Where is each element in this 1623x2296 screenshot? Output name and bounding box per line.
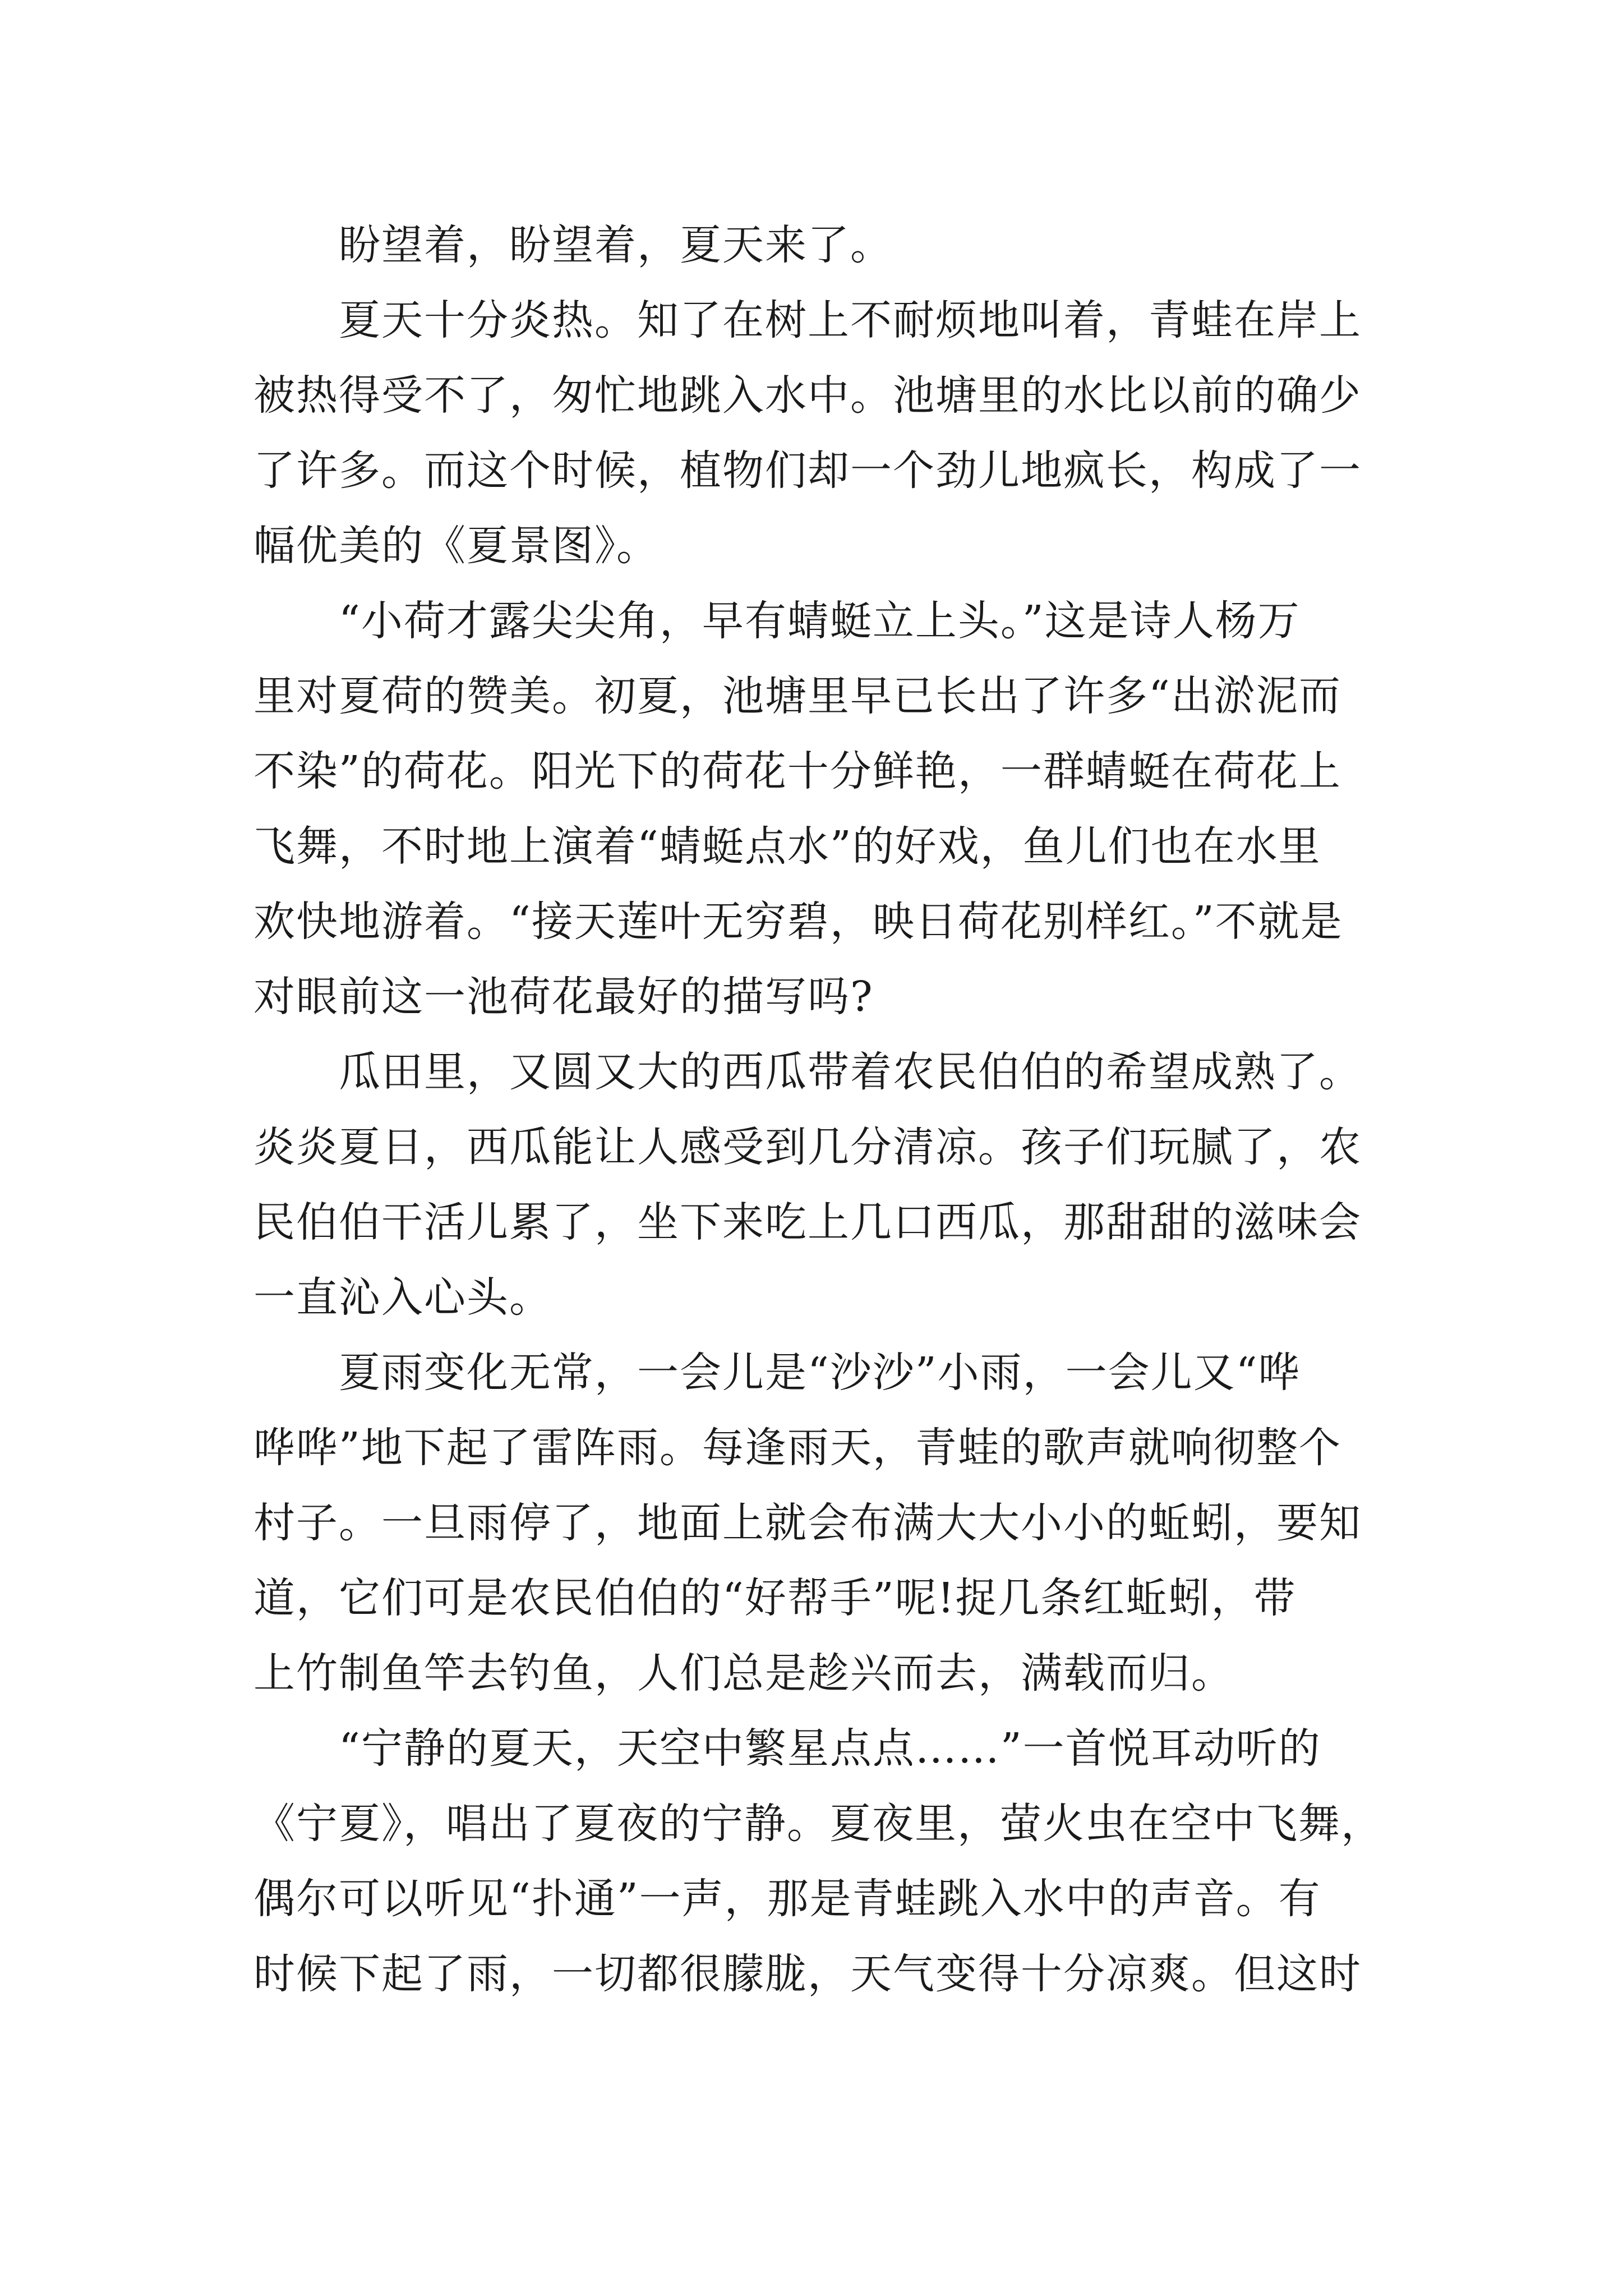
text-line: 《宁夏》，唱出了夏夜的宁静。夏夜里，萤火虫在空中飞舞， — [253, 1800, 1384, 1848]
text-line: 了许多。而这个时候，植物们却一个劲儿地疯长，构成了一 — [253, 447, 1362, 495]
text-line: 欢快地游着。“接天莲叶无穷碧，映日荷花别样红。”不就是 — [253, 898, 1343, 946]
text-line: 夏天十分炎热。知了在树上不耐烦地叫着，青蛙在岸上 — [253, 296, 1362, 344]
text-line: 上竹制鱼竿去钓鱼，人们总是趁兴而去，满载而归。 — [253, 1649, 1234, 1697]
text-line: “小荷才露尖尖角，早有蜻蜓立上头。”这是诗人杨万 — [253, 597, 1301, 645]
text-line: 对眼前这一池荷花最好的描写吗? — [253, 973, 874, 1021]
text-line: 炎炎夏日，西瓜能让人感受到几分清凉。孩子们玩腻了，农 — [253, 1123, 1362, 1171]
text-line: 民伯伯干活儿累了，坐下来吃上几口西瓜，那甜甜的滋味会 — [253, 1198, 1362, 1246]
text-line: 偶尔可以听见“扑通”一声，那是青蛙跳入水中的声音。有 — [253, 1875, 1321, 1923]
text-line: 里对夏荷的赞美。初夏，池塘里早已长出了许多“出淤泥而 — [253, 672, 1341, 720]
essay-text — [253, 208, 1386, 2012]
text-line: 一直沁入心头。 — [253, 1273, 552, 1322]
text-line: 盼望着，盼望着，夏天来了。 — [253, 221, 893, 269]
text-line: 时候下起了雨，一切都很朦胧，天气变得十分凉爽。但这时 — [253, 1950, 1362, 1998]
text-line: 哗哗”地下起了雷阵雨。每逢雨天，青蛙的歌声就响彻整个 — [253, 1424, 1341, 1472]
text-line: 村子。一旦雨停了，地面上就会布满大大小小的蚯蚓，要知 — [253, 1499, 1362, 1547]
text-line: 不染”的荷花。阳光下的荷花十分鲜艳，一群蜻蜓在荷花上 — [253, 747, 1341, 795]
text-line: 飞舞，不时地上演着“蜻蜓点水”的好戏，鱼儿们也在水里 — [253, 822, 1321, 871]
text-line: 道，它们可是农民伯伯的“好帮手”呢!捉几条红蚯蚓，带 — [253, 1574, 1297, 1622]
text-line: 夏雨变化无常，一会儿是“沙沙”小雨，一会儿又“哗 — [253, 1349, 1301, 1397]
text-line: “宁静的夏天，天空中繁星点点……”一首悦耳动听的 — [253, 1724, 1321, 1773]
text-line: 被热得受不了，匆忙地跳入水中。池塘里的水比以前的确少 — [253, 371, 1362, 420]
text-line: 瓜田里，又圆又大的西瓜带着农民伯伯的希望成熟了。 — [253, 1048, 1362, 1096]
text-line: 幅优美的《夏景图》。 — [253, 522, 659, 570]
